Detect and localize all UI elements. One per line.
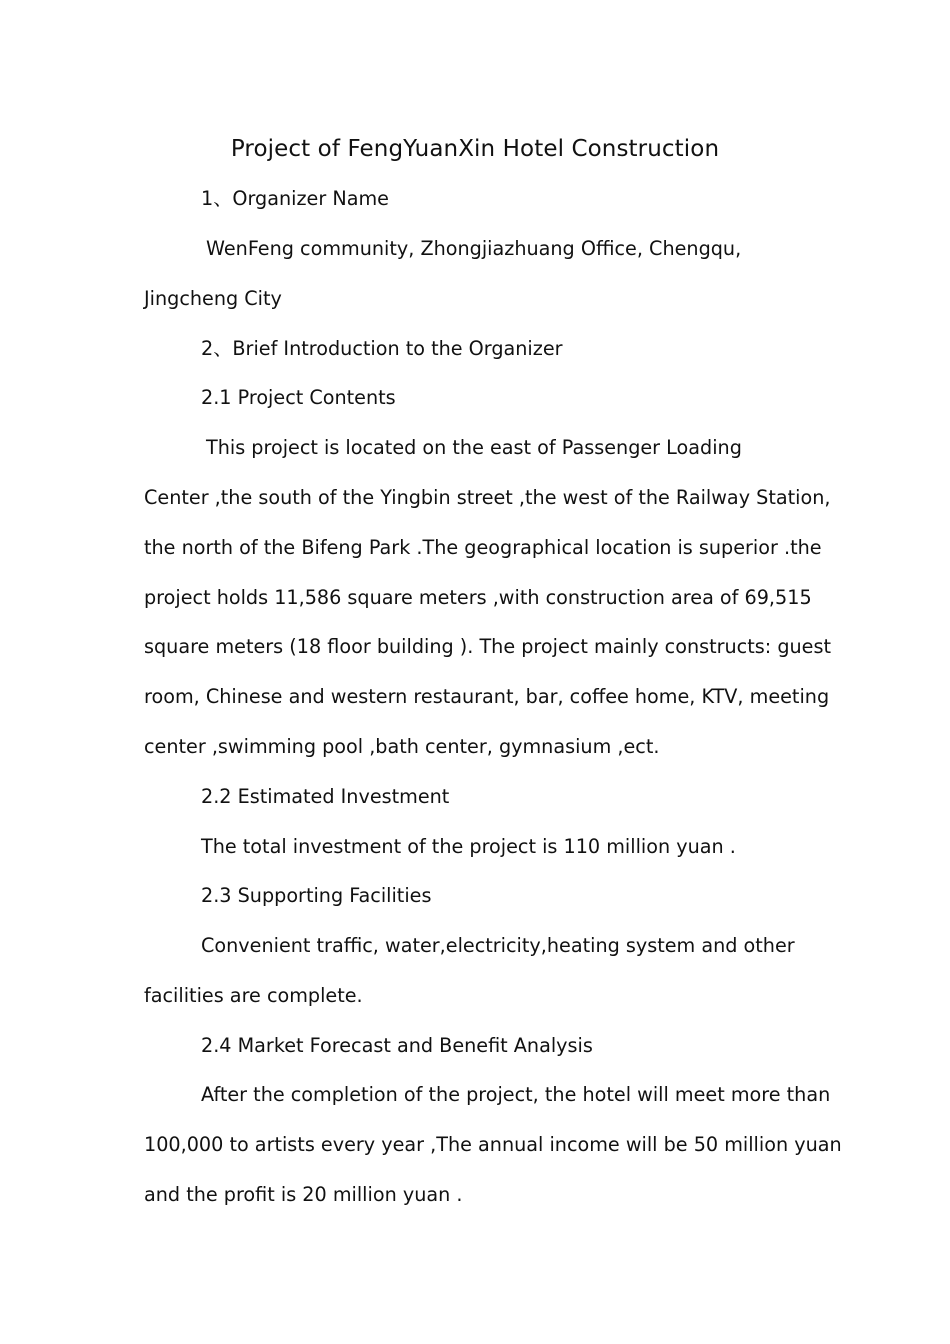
paragraph-line: the north of the Bifeng Park .The geographical location is superior .the [144, 536, 822, 559]
paragraph-line: The total investment of the project is 110 million yuan . [201, 835, 736, 858]
paragraph-line: and the profit is 20 million yuan . [144, 1183, 463, 1206]
paragraph-line: Jingcheng City [144, 287, 282, 310]
paragraph-line: project holds 11,586 square meters ,with construction area of 69,515 [144, 586, 812, 609]
page-title: Project of FengYuanXin Hotel Construction [230, 136, 720, 162]
paragraph-line: facilities are complete. [144, 984, 363, 1007]
paragraph-line: square meters (18 floor building ). The project mainly constructs: guest [144, 635, 831, 658]
paragraph-line: After the completion of the project, the hotel will meet more than [201, 1083, 831, 1106]
paragraph-line: This project is located on the east of Passenger Loading [206, 436, 742, 459]
section-heading-organizer-name: 1、Organizer Name [201, 187, 389, 210]
paragraph-line: Center ,the south of the Yingbin street ,the west of the Railway Station, [144, 486, 831, 509]
section-heading-brief-introduction: 2、Brief Introduction to the Organizer [201, 337, 563, 360]
paragraph-line: room, Chinese and western restaurant, bar, coffee home, KTV, meeting [144, 685, 830, 708]
subsection-heading-supporting-facilities: 2.3 Supporting Facilities [201, 884, 432, 907]
subsection-heading-estimated-investment: 2.2 Estimated Investment [201, 785, 450, 808]
paragraph-line: 100,000 to artists every year ,The annual income will be 50 million yuan [144, 1133, 842, 1156]
paragraph-line: Convenient traffic, water,electricity,heating system and other [201, 934, 795, 957]
subsection-heading-market-forecast: 2.4 Market Forecast and Benefit Analysis [201, 1034, 593, 1057]
subsection-heading-project-contents: 2.1 Project Contents [201, 386, 396, 409]
paragraph-line: WenFeng community, Zhongjiazhuang Office, Chengqu, [206, 237, 742, 260]
paragraph-line: center ,swimming pool ,bath center, gymnasium ,ect. [144, 735, 660, 758]
